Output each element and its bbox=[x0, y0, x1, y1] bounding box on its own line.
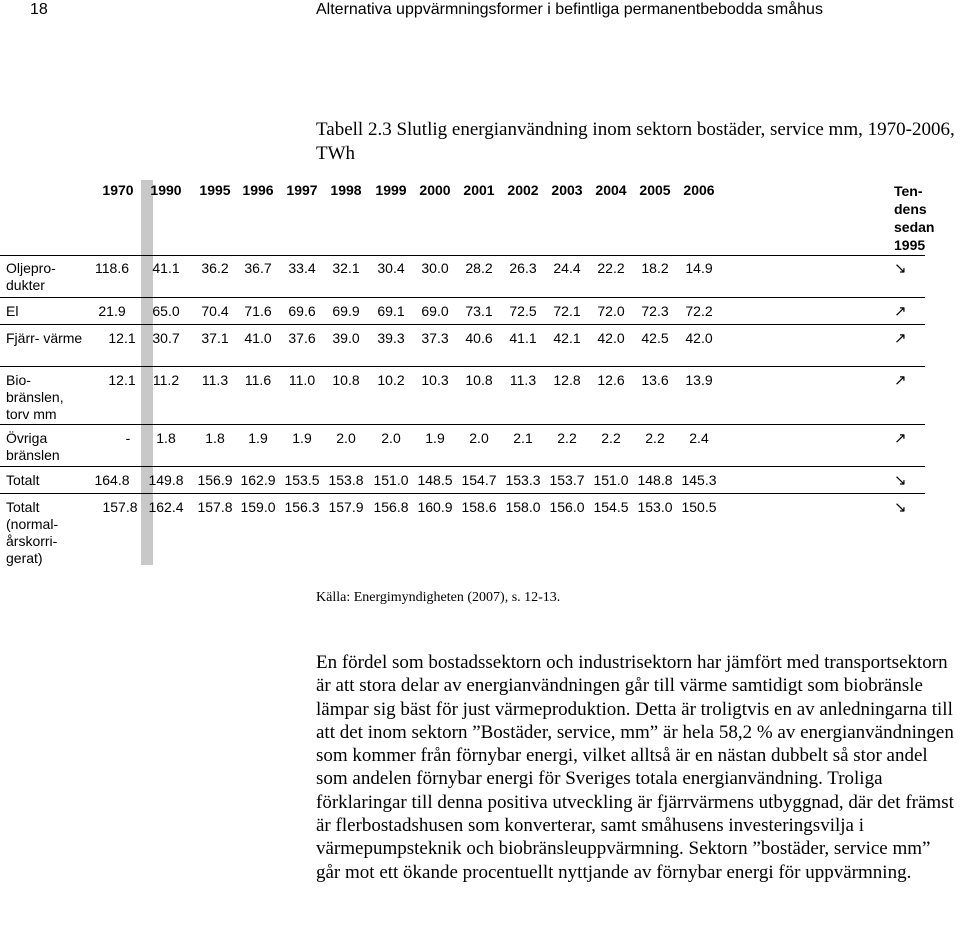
table-cell: 162.9 bbox=[240, 472, 276, 488]
row-label: Bio- bränslen, torv mm bbox=[6, 372, 64, 422]
row-label: Totalt bbox=[6, 472, 40, 488]
table-cell: 1.8 bbox=[205, 430, 225, 446]
table-cell: 10.2 bbox=[377, 372, 405, 388]
trend-arrow-icon: ↗ bbox=[894, 302, 907, 320]
table-cell: 11.0 bbox=[288, 372, 316, 388]
trend-arrow-icon: ↗ bbox=[894, 371, 907, 389]
table-cell: 156.8 bbox=[373, 499, 409, 515]
table-cell: 2.2 bbox=[601, 430, 621, 446]
row-label: Fjärr- värme bbox=[6, 330, 83, 346]
trend-arrow-icon: ↘ bbox=[894, 259, 907, 277]
table-source: Källa: Energimyndigheten (2007), s. 12-13. bbox=[316, 590, 561, 605]
table-cell: 72.2 bbox=[685, 303, 713, 319]
table-cell: 70.4 bbox=[201, 303, 229, 319]
column-header-year: 2005 bbox=[639, 182, 671, 198]
table-cell: 11.3 bbox=[201, 372, 229, 388]
header-divider bbox=[0, 255, 925, 256]
table-cell: 2.2 bbox=[645, 430, 665, 446]
table-cell: 40.6 bbox=[465, 330, 493, 346]
row-divider bbox=[0, 424, 925, 425]
column-header-year: 1990 bbox=[150, 182, 182, 198]
table-cell: 157.8 bbox=[102, 499, 138, 515]
column-header-year: 1996 bbox=[242, 182, 274, 198]
column-header-year: 2002 bbox=[507, 182, 539, 198]
table-cell: 69.9 bbox=[332, 303, 360, 319]
table-cell: 153.8 bbox=[328, 472, 364, 488]
table-cell: 157.9 bbox=[328, 499, 364, 515]
table-cell: 42.1 bbox=[553, 330, 581, 346]
table-cell: - bbox=[125, 430, 131, 446]
table-cell: 65.0 bbox=[152, 303, 180, 319]
table-cell: 1.9 bbox=[292, 430, 312, 446]
table-cell: 159.0 bbox=[240, 499, 276, 515]
column-header-year: 2001 bbox=[463, 182, 495, 198]
column-header-year: 1995 bbox=[199, 182, 231, 198]
table-cell: 1.8 bbox=[156, 430, 176, 446]
page-number: 18 bbox=[30, 1, 48, 18]
column-header-year: 2000 bbox=[419, 182, 451, 198]
table-cell: 42.0 bbox=[597, 330, 625, 346]
table-cell: 10.8 bbox=[465, 372, 493, 388]
table-cell: 72.0 bbox=[597, 303, 625, 319]
table-cell: 11.3 bbox=[509, 372, 537, 388]
table-cell: 42.5 bbox=[641, 330, 669, 346]
table-cell: 36.7 bbox=[244, 260, 272, 276]
trend-arrow-icon: ↗ bbox=[894, 429, 907, 447]
table-cell: 156.3 bbox=[284, 499, 320, 515]
table-cell: 153.3 bbox=[505, 472, 541, 488]
trend-arrow-icon: ↘ bbox=[894, 471, 907, 489]
table-cell: 28.2 bbox=[465, 260, 493, 276]
table-cell: 33.4 bbox=[288, 260, 316, 276]
table-cell: 164.8 bbox=[94, 472, 130, 488]
table-cell: 2.0 bbox=[469, 430, 489, 446]
table-cell: 41.0 bbox=[244, 330, 272, 346]
table-cell: 12.1 bbox=[108, 330, 136, 346]
table-cell: 160.9 bbox=[417, 499, 453, 515]
table-cell: 36.2 bbox=[201, 260, 229, 276]
row-divider bbox=[0, 466, 925, 467]
table-cell: 71.6 bbox=[244, 303, 272, 319]
table-cell: 30.0 bbox=[421, 260, 449, 276]
table-cell: 42.0 bbox=[685, 330, 713, 346]
table-cell: 73.1 bbox=[465, 303, 493, 319]
column-header-year: 1970 bbox=[102, 182, 134, 198]
row-label: Övriga bränslen bbox=[6, 430, 60, 463]
table-cell: 2.1 bbox=[513, 430, 533, 446]
table-cell: 156.9 bbox=[197, 472, 233, 488]
table-cell: 12.8 bbox=[553, 372, 581, 388]
table-cell: 18.2 bbox=[641, 260, 669, 276]
table-cell: 69.0 bbox=[421, 303, 449, 319]
table-cell: 11.6 bbox=[244, 372, 272, 388]
table-cell: 1.9 bbox=[425, 430, 445, 446]
table-cell: 72.1 bbox=[553, 303, 581, 319]
row-divider bbox=[0, 324, 925, 325]
table-cell: 157.8 bbox=[197, 499, 233, 515]
table-cell: 2.2 bbox=[557, 430, 577, 446]
table-cell: 154.5 bbox=[593, 499, 629, 515]
trend-arrow-icon: ↘ bbox=[894, 498, 907, 516]
table-cell: 22.2 bbox=[597, 260, 625, 276]
table-cell: 12.6 bbox=[597, 372, 625, 388]
table-cell: 153.7 bbox=[549, 472, 585, 488]
table-cell: 149.8 bbox=[148, 472, 184, 488]
table-cell: 32.1 bbox=[332, 260, 360, 276]
trend-arrow-icon: ↗ bbox=[894, 329, 907, 347]
table-cell: 72.5 bbox=[509, 303, 537, 319]
table-cell: 37.1 bbox=[201, 330, 229, 346]
table-cell: 39.0 bbox=[332, 330, 360, 346]
column-header-year: 1999 bbox=[375, 182, 407, 198]
row-label: Oljepro- dukter bbox=[6, 260, 56, 293]
table-cell: 21.9 bbox=[98, 303, 126, 319]
table-cell: 30.7 bbox=[152, 330, 180, 346]
row-label: El bbox=[6, 303, 19, 319]
table-cell: 39.3 bbox=[377, 330, 405, 346]
table-cell: 2.4 bbox=[689, 430, 709, 446]
table-cell: 2.0 bbox=[381, 430, 401, 446]
body-paragraph: En fördel som bostadssektorn och industrisektorn har jämfört med transportsektorn är att stora delar av energianvändningen går till värme samtidigt som biobränsle lämpar sig bäst för just värmeproduktion. Detta är troligtvis en av anledningarna till att det inom sektorn ”Bostäder, service, mm” är hela 58,2 % av energianvändningen som kommer från förnybar energi, vilket alltså är en nästan dubbelt så stor andel som andelen förnybar energi för Sveriges totala energianvändning. Troliga förklaringar till denna positiva utveckling är fjärrvärmens utbyggnad, där det främst är flerbostadshusen som konverterar, samt småhusens investeringsvilja i värmepumpsteknik och biobränsleuppvärmning. Sektorn ”bostäder, service mm” går mot ett ökande procentuellt nyttjande av förnybar energi för uppvärmning. bbox=[316, 652, 954, 883]
table-cell: 13.9 bbox=[685, 372, 713, 388]
table-cell: 72.3 bbox=[641, 303, 669, 319]
table-cell: 162.4 bbox=[148, 499, 184, 515]
column-header-year: 1998 bbox=[330, 182, 362, 198]
table-cell: 150.5 bbox=[681, 499, 717, 515]
table-cell: 151.0 bbox=[373, 472, 409, 488]
table-cell: 37.6 bbox=[288, 330, 316, 346]
running-header: Alternativa uppvärmningsformer i befintliga permanentbebodda småhus bbox=[316, 1, 823, 18]
table-cell: 148.8 bbox=[637, 472, 673, 488]
table-cell: 26.3 bbox=[509, 260, 537, 276]
row-divider bbox=[0, 493, 925, 494]
table-cell: 41.1 bbox=[509, 330, 537, 346]
column-header-year: 1997 bbox=[286, 182, 318, 198]
table-cell: 13.6 bbox=[641, 372, 669, 388]
table-cell: 30.4 bbox=[377, 260, 405, 276]
table-cell: 158.6 bbox=[461, 499, 497, 515]
table-cell: 37.3 bbox=[421, 330, 449, 346]
row-label: Totalt (normal- årskorri- gerat) bbox=[6, 499, 59, 566]
table-cell: 156.0 bbox=[549, 499, 585, 515]
table-cell: 10.3 bbox=[421, 372, 449, 388]
table-caption: Tabell 2.3 Slutlig energianvändning inom sektorn bostäder, service mm, 1970-2006, TWh bbox=[316, 119, 955, 164]
table-cell: 2.0 bbox=[336, 430, 356, 446]
row-divider bbox=[0, 297, 925, 298]
column-header-year: 2003 bbox=[551, 182, 583, 198]
trend-column-header: Ten- dens sedan 1995 bbox=[894, 183, 935, 253]
table-cell: 151.0 bbox=[593, 472, 629, 488]
table-cell: 153.5 bbox=[284, 472, 320, 488]
table-cell: 158.0 bbox=[505, 499, 541, 515]
row-divider bbox=[0, 366, 925, 367]
table-cell: 69.1 bbox=[377, 303, 405, 319]
table-cell: 24.4 bbox=[553, 260, 581, 276]
table-cell: 69.6 bbox=[288, 303, 316, 319]
column-header-year: 2004 bbox=[595, 182, 627, 198]
column-header-year: 2006 bbox=[683, 182, 715, 198]
table-cell: 1.9 bbox=[248, 430, 268, 446]
table-cell: 10.8 bbox=[332, 372, 360, 388]
table-cell: 148.5 bbox=[417, 472, 453, 488]
table-cell: 118.6 bbox=[95, 260, 129, 276]
table-cell: 11.2 bbox=[152, 372, 180, 388]
table-cell: 41.1 bbox=[152, 260, 180, 276]
table-cell: 14.9 bbox=[685, 260, 713, 276]
table-cell: 145.3 bbox=[681, 472, 717, 488]
table-cell: 153.0 bbox=[637, 499, 673, 515]
table-cell: 12.1 bbox=[108, 372, 136, 388]
table-cell: 154.7 bbox=[461, 472, 497, 488]
